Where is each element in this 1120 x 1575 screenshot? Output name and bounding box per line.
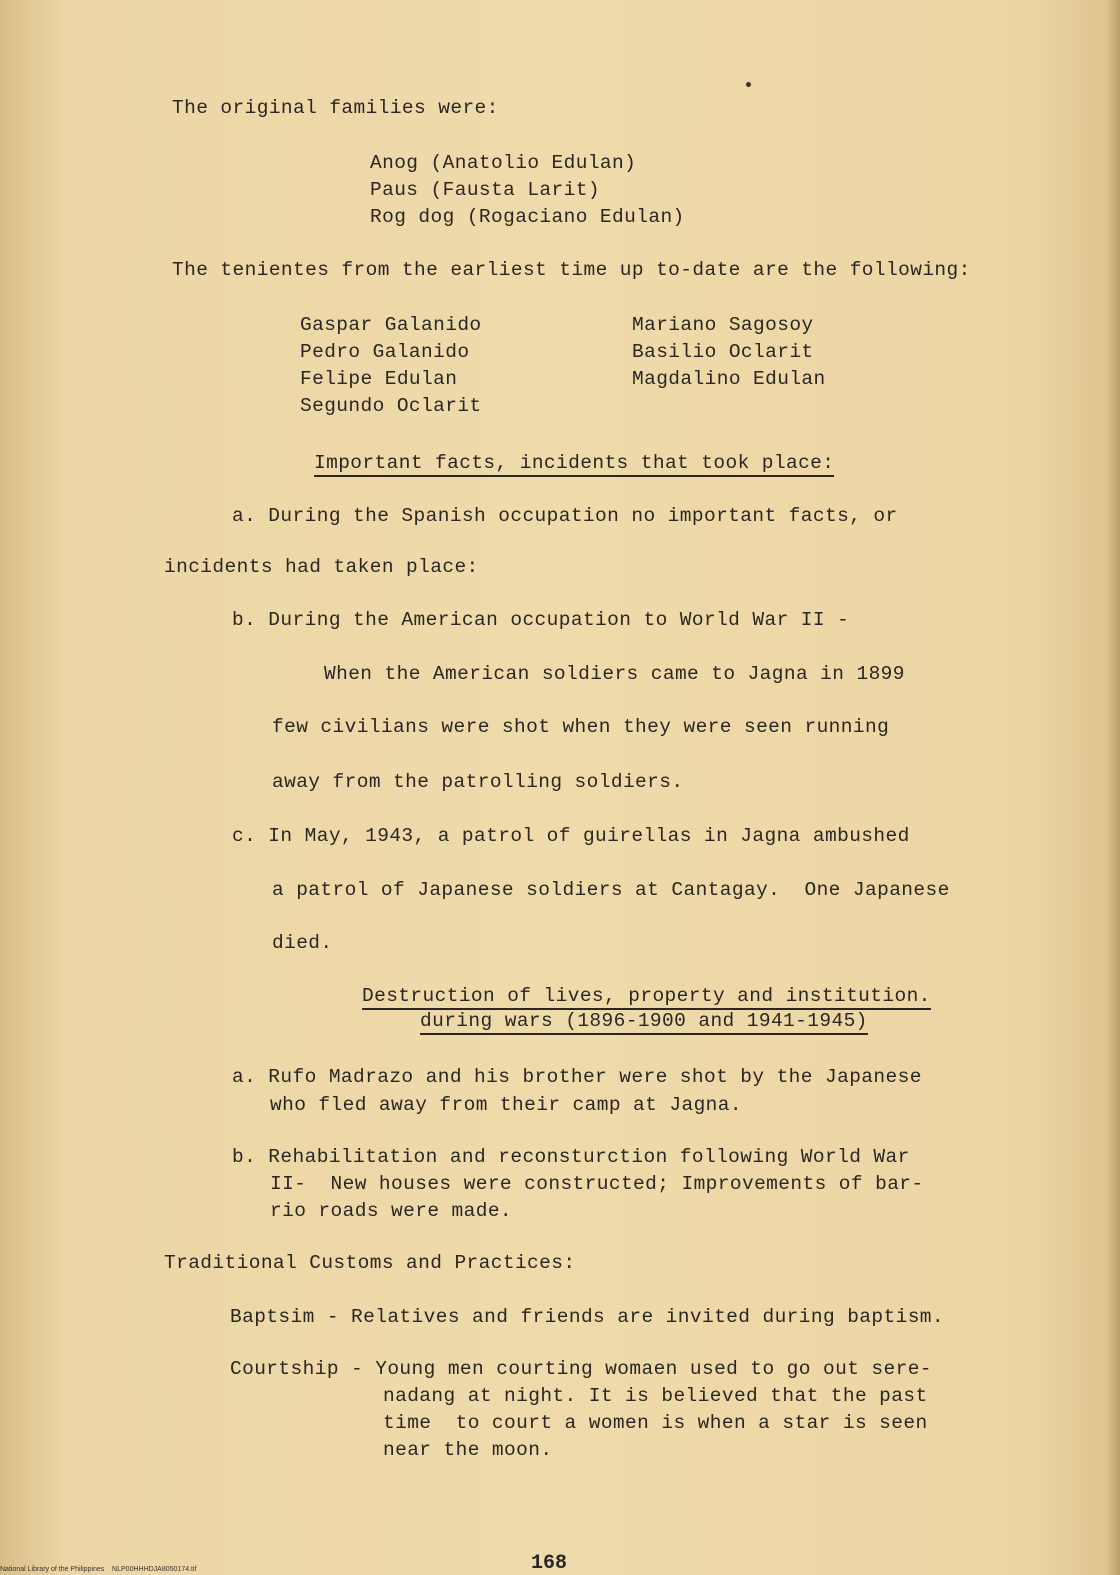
family-entry: Paus (Fausta Larit) bbox=[370, 179, 600, 201]
teniente-name: Felipe Edulan bbox=[300, 368, 458, 390]
ink-speck bbox=[746, 82, 751, 87]
teniente-name: Basilio Oclarit bbox=[632, 341, 814, 363]
fact-b-line: b. During the American occupation to World War II - bbox=[232, 609, 850, 631]
fact-b-line: away from the patrolling soldiers. bbox=[272, 771, 684, 793]
destruction-a-line: who fled away from their camp at Jagna. bbox=[270, 1094, 742, 1116]
teniente-name: Mariano Sagosoy bbox=[632, 314, 814, 336]
destruction-a-line: a. Rufo Madrazo and his brother were shot by the Japanese bbox=[232, 1066, 922, 1088]
custom-courtship: Courtship - Young men courting womaen used to go out sere- bbox=[230, 1358, 932, 1380]
family-entry: Rog dog (Rogaciano Edulan) bbox=[370, 206, 685, 228]
fact-a-line: a. During the Spanish occupation no important facts, or bbox=[232, 505, 898, 527]
fact-c-line: c. In May, 1943, a patrol of guirellas in Jagna ambushed bbox=[232, 825, 910, 847]
teniente-name: Pedro Galanido bbox=[300, 341, 470, 363]
families-heading: The original families were: bbox=[172, 97, 499, 119]
destruction-heading: Destruction of lives, property and institution. bbox=[362, 985, 931, 1010]
teniente-name: Segundo Oclarit bbox=[300, 395, 482, 417]
fact-b-line: When the American soldiers came to Jagna in 1899 bbox=[324, 663, 905, 685]
teniente-name: Magdalino Edulan bbox=[632, 368, 826, 390]
fact-b-line: few civilians were shot when they were seen running bbox=[272, 716, 890, 738]
fact-c-line: a patrol of Japanese soldiers at Cantagay. One Japanese bbox=[272, 879, 950, 901]
family-entry: Anog (Anatolio Edulan) bbox=[370, 152, 637, 174]
fact-a-line: incidents had taken place: bbox=[164, 556, 479, 578]
page-edge-shadow bbox=[1106, 0, 1120, 1575]
customs-heading: Traditional Customs and Practices: bbox=[164, 1252, 576, 1274]
custom-courtship: time to court a women is when a star is seen bbox=[383, 1412, 928, 1434]
destruction-heading: during wars (1896-1900 and 1941-1945) bbox=[420, 1010, 868, 1035]
custom-courtship: nadang at night. It is believed that the past bbox=[383, 1385, 928, 1407]
custom-courtship: near the moon. bbox=[383, 1439, 553, 1461]
destruction-b-line: rio roads were made. bbox=[270, 1200, 513, 1222]
facts-heading: Important facts, incidents that took place: bbox=[314, 452, 834, 477]
page-number: 168 bbox=[531, 1552, 568, 1575]
destruction-b-line: II- New houses were constructed; Improvements of bar- bbox=[270, 1173, 924, 1195]
destruction-b-line: b. Rehabilitation and reconsturction following World War bbox=[232, 1146, 910, 1168]
tenientes-heading: The tenientes from the earliest time up to-date are the following: bbox=[172, 259, 971, 281]
scan-footer: National Library of the Philippines NLP00HHHDJA8050174.tif bbox=[0, 1566, 197, 1573]
custom-baptism: Baptsim - Relatives and friends are invited during baptism. bbox=[230, 1306, 945, 1328]
teniente-name: Gaspar Galanido bbox=[300, 314, 482, 336]
fact-c-line: died. bbox=[272, 932, 333, 954]
